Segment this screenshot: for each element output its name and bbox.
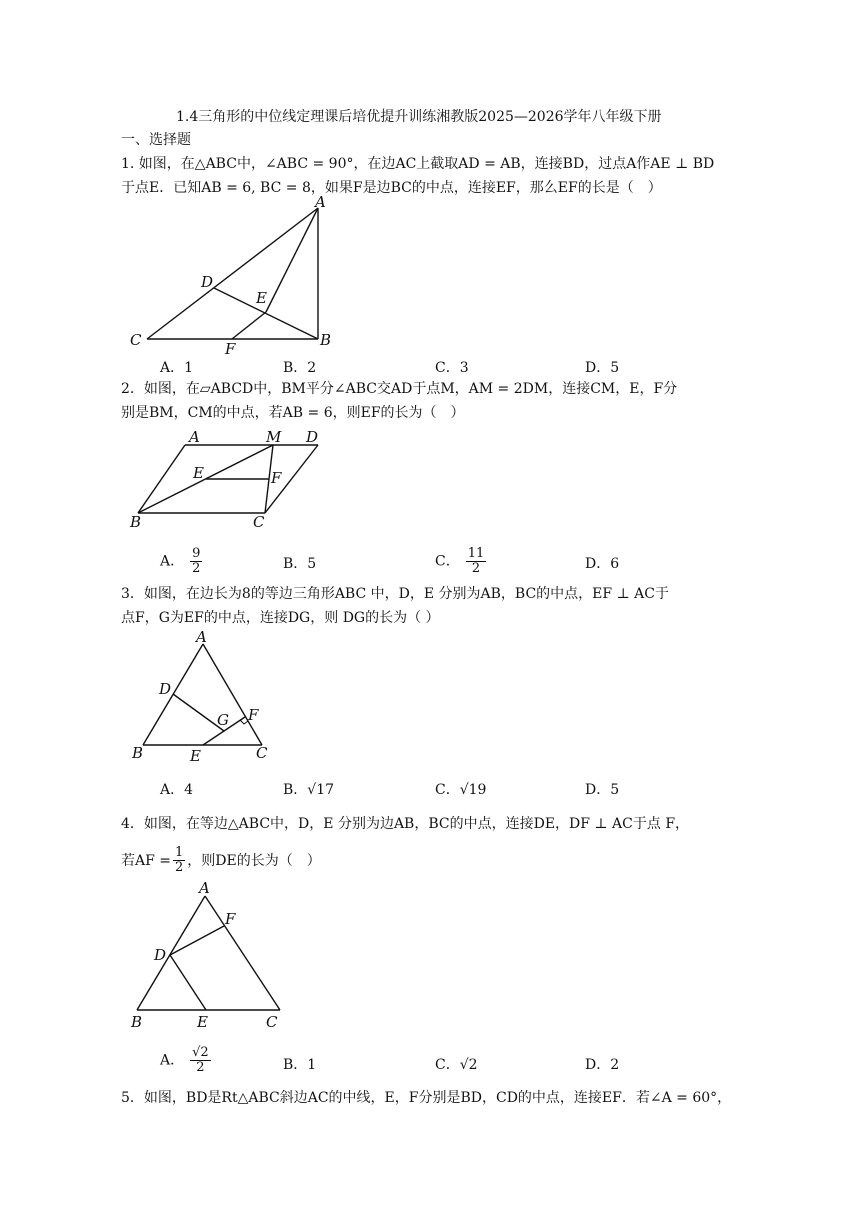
point-label-c: C — [130, 331, 142, 349]
option-a[interactable]: A． $\frac{√2}{2}$ — [160, 1045, 209, 1075]
option-c[interactable]: C．√2 — [435, 1057, 478, 1073]
option-d[interactable]: D．6 — [585, 556, 620, 572]
question-1-line-1: 1. 如图，在△ABC中，∠ABC = 90°，在边AC上截取AD = AB，连接BD，过点A作AE ⊥ BD — [121, 156, 715, 172]
question-4-line-2 — [121, 846, 321, 875]
point-label-b: B — [320, 331, 332, 349]
option-c[interactable]: C．3 — [435, 360, 469, 376]
point-label-d: D — [201, 273, 214, 291]
point-label-f: F — [225, 340, 236, 358]
option-b[interactable]: B．√17 — [283, 782, 335, 798]
point-label-d: D — [306, 428, 319, 446]
question-3-line-1: 3．如图，在边长为8的等边三角形ABC 中，D，E 分别为AB，BC的中点，EF ⊥ AC于 — [121, 586, 670, 602]
question-4-line-2-rest: ，则DE的长为（ ） — [187, 852, 321, 869]
point-label-e: E — [190, 747, 201, 763]
point-label-c: C — [253, 513, 265, 531]
section-heading: 一、选择题 — [121, 132, 191, 148]
question-1-line-2: 于点E．已知AB = 6, BC = 8，如果F是边BC的中点，连接EF，那么EF的长是（ ） — [121, 180, 662, 196]
point-label-e: E — [193, 464, 204, 482]
point-label-m: M — [266, 428, 282, 446]
point-label-b: B — [130, 513, 142, 531]
question-2-line-2: 别是BM，CM的中点，若AB = 6，则EF的长为（ ） — [121, 405, 465, 421]
option-a[interactable]: A．4 — [160, 782, 194, 798]
question-5-line-1: 5．如图，BD是Rt△ABC斜边AC的中线，E，F分别是BD，CD的中点，连接EF．若∠A = 60°， — [121, 1090, 732, 1106]
option-b[interactable]: B．2 — [283, 360, 317, 376]
option-c[interactable]: C．√19 — [435, 782, 487, 798]
question-2-line-1: 2．如图，在▱ABCD中，BM平分∠ABC交AD于点M，AM = 2DM，连接CM，E，F分 — [121, 381, 678, 397]
point-label-e: E — [256, 289, 267, 307]
option-a[interactable]: A．1 — [160, 360, 194, 376]
question-2-figure — [125, 425, 330, 535]
point-label-d: D — [154, 946, 167, 964]
point-label-f: F — [225, 910, 236, 928]
option-d[interactable]: D．5 — [585, 782, 620, 798]
point-label-c: C — [266, 1013, 278, 1031]
option-b[interactable]: B．1 — [283, 1057, 317, 1073]
option-d[interactable]: D．5 — [585, 360, 620, 376]
option-a[interactable]: A． $\frac{9}{2}$ — [160, 546, 201, 576]
page-title: 1.4三角形的中位线定理课后培优提升训练湘教版2025—2026学年八年级下册 — [176, 109, 662, 125]
condition-prefix: 若AF = — [121, 852, 172, 869]
option-c[interactable]: C． $\frac{11}{2}$ — [435, 546, 485, 576]
point-label-f: F — [248, 706, 259, 724]
question-4-line-1: 4．如图，在等边△ABC中，D，E 分别为边AB，BC的中点，连接DE，DF ⊥ AC于点 F， — [121, 816, 690, 832]
point-label-d: D — [159, 680, 172, 698]
point-label-a: A — [199, 879, 210, 897]
point-label-a: A — [196, 628, 207, 646]
point-label-f: F — [271, 469, 282, 487]
point-label-c: C — [256, 744, 268, 762]
point-label-b: B — [131, 1013, 143, 1031]
option-b[interactable]: B．5 — [283, 556, 317, 572]
point-label-b: B — [132, 744, 144, 762]
question-4-figure — [125, 878, 285, 1038]
condition-fraction: $\frac{1}{2}$ — [175, 845, 184, 875]
point-label-e: E — [197, 1013, 208, 1031]
option-d[interactable]: D．2 — [585, 1057, 620, 1073]
question-1-figure — [125, 193, 345, 358]
question-3-figure — [125, 628, 280, 763]
question-3-line-2: 点F，G为EF的中点，连接DG，则 DG的长为（ ） — [121, 610, 440, 626]
point-label-a: A — [315, 193, 326, 211]
point-label-g: G — [217, 711, 229, 729]
point-label-a: A — [189, 428, 200, 446]
